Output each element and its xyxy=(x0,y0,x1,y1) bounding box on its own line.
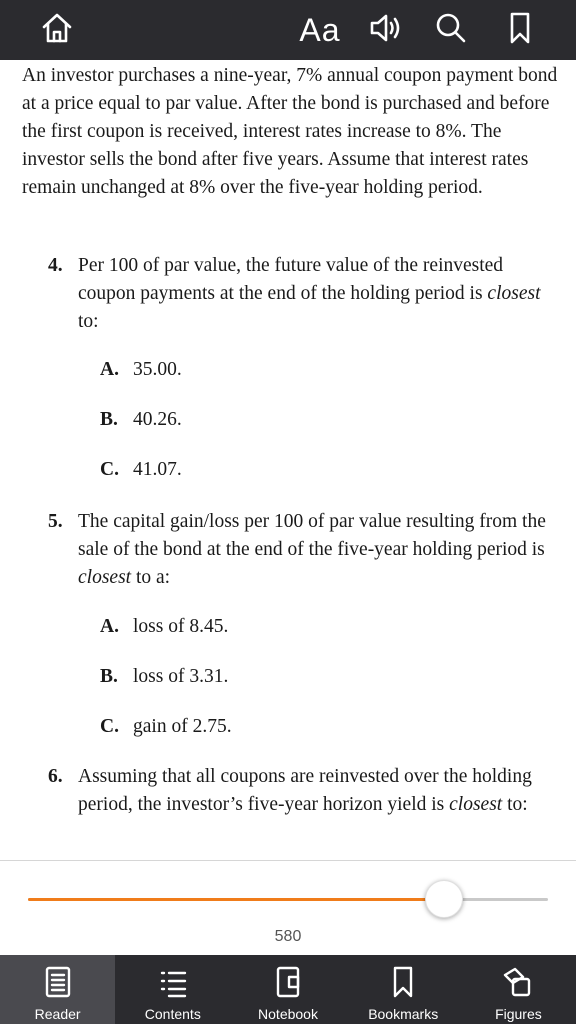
tab-label: Contents xyxy=(144,1006,201,1022)
figures-icon xyxy=(501,965,535,1002)
page-number: 580 xyxy=(274,928,302,945)
slider-thumb[interactable] xyxy=(425,880,463,918)
bookmark-icon xyxy=(505,11,535,50)
option-4c: C. 41.07. xyxy=(100,459,182,480)
bottom-tab-bar xyxy=(0,955,576,1024)
speaker-icon xyxy=(368,11,406,50)
option-4b: B. 40.26. xyxy=(100,409,182,430)
search-icon xyxy=(434,11,468,50)
tab-label: Figures xyxy=(495,1006,542,1022)
tab-label: Bookmarks xyxy=(368,1006,439,1022)
bookmark-button[interactable] xyxy=(496,0,544,60)
bookmarks-icon xyxy=(388,965,418,1002)
list-icon xyxy=(158,965,188,1002)
read-aloud-button[interactable] xyxy=(362,0,412,60)
slider-fill xyxy=(28,898,444,901)
notebook-icon xyxy=(273,965,303,1002)
option-4a: A. 35.00. xyxy=(100,359,182,380)
tab-label: Reader xyxy=(34,1006,81,1022)
tab-notebook[interactable] xyxy=(230,955,345,1024)
search-button[interactable] xyxy=(426,0,476,60)
question-text: The capital gain/loss per 100 of par value resulting from the sale of the bond at the end of the five-year holding period is closest to a: xyxy=(78,511,546,588)
question-text: Assuming that all coupons are reinvested over the holding period, the investor’s five-year horizon yield is closest to: xyxy=(78,766,532,815)
tab-contents[interactable] xyxy=(115,955,230,1024)
case-intro: An investor purchases a nine-year, 7% annual coupon payment bond at a price equal to par value. After the bond is purchased and before the first coupon is received, interest rates increase to 8%. The investor sells the bond after five years. Assume that interest rates remain unchanged at 8% over the five-year holding period. xyxy=(22,65,558,198)
tab-figures[interactable] xyxy=(461,955,576,1024)
top-toolbar xyxy=(0,0,576,60)
option-5a: A. loss of 8.45. xyxy=(100,616,229,637)
page-slider[interactable] xyxy=(28,880,548,920)
question-text: Per 100 of par value, the future value of the reinvested coupon payments at the end of the holding period is closest to: xyxy=(78,255,541,332)
option-5c: C. gain of 2.75. xyxy=(100,716,232,737)
tab-label: Notebook xyxy=(258,1006,318,1022)
tab-bookmarks[interactable] xyxy=(346,955,461,1024)
question-number: 5. xyxy=(48,511,63,532)
font-size-label: Aa xyxy=(299,11,341,48)
question-number: 4. xyxy=(48,255,63,276)
option-5b: B. loss of 3.31. xyxy=(100,666,229,687)
tab-reader[interactable] xyxy=(0,955,115,1024)
home-icon xyxy=(40,11,74,50)
reader-icon xyxy=(43,965,73,1002)
home-button[interactable] xyxy=(30,0,84,60)
font-settings-button[interactable] xyxy=(292,0,348,60)
reader-content[interactable] xyxy=(0,60,576,860)
divider xyxy=(0,860,576,861)
question-number: 6. xyxy=(48,766,63,787)
